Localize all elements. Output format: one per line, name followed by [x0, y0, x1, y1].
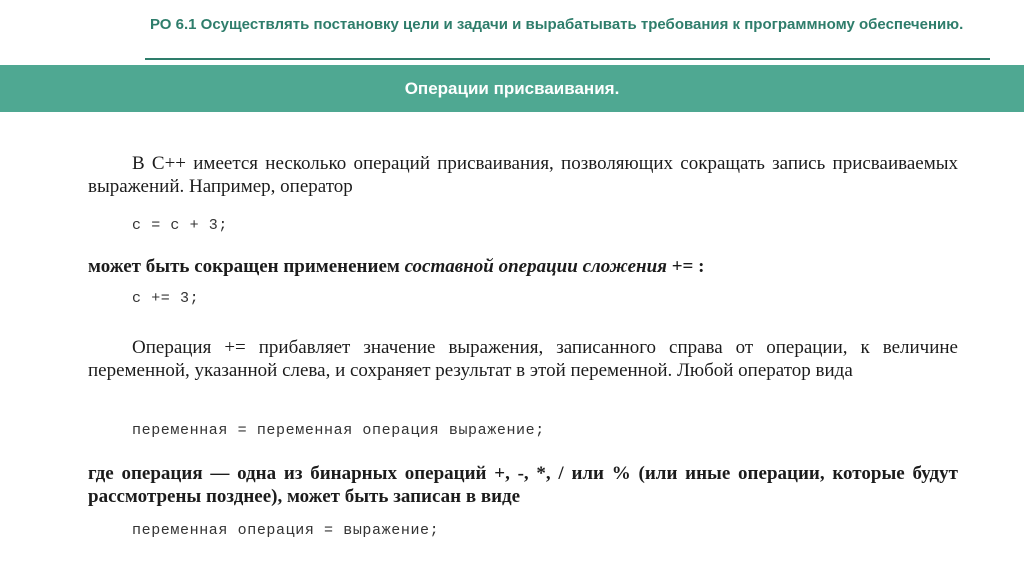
- code-short-form: переменная операция = выражение;: [132, 522, 440, 539]
- paragraph-binary-ops: где операция — одна из бинарных операций +, -, *, / или % (или иные операции, которые будут рассмотрены позднее), может быть записан в виде: [88, 463, 958, 507]
- paragraph-operation-desc: Операция += прибавляет значение выражения, записанного справа от операции, к величине переменной, указанной слева, и сохраняет результат в этой переменной. Любой оператор вида: [88, 337, 958, 381]
- paragraph-compound: [88, 255, 958, 278]
- header-title: РО 6.1 Осуществлять постановку цели и задачи и вырабатывать требования к программному обеспечению.: [150, 16, 964, 33]
- code-example-2: c += 3;: [132, 290, 200, 307]
- compound-operation-term: составной операции сложения: [404, 256, 667, 277]
- section-title: Операции присваивания.: [404, 79, 620, 98]
- paragraph-compound-start: может быть сокращен применением: [88, 256, 405, 277]
- code-example-1: c = c + 3;: [132, 217, 229, 234]
- paragraph-intro: В C++ имеется несколько операций присваивания, позволяющих сокращать запись присваиваемых выражений. Например, оператор: [88, 153, 958, 197]
- section-banner: [0, 65, 1024, 112]
- code-general-form: переменная = переменная операция выражение;: [132, 422, 545, 439]
- header-divider: [145, 58, 990, 60]
- scanned-text-image: [0, 112, 1024, 574]
- paragraph-compound-end: += :: [666, 256, 705, 277]
